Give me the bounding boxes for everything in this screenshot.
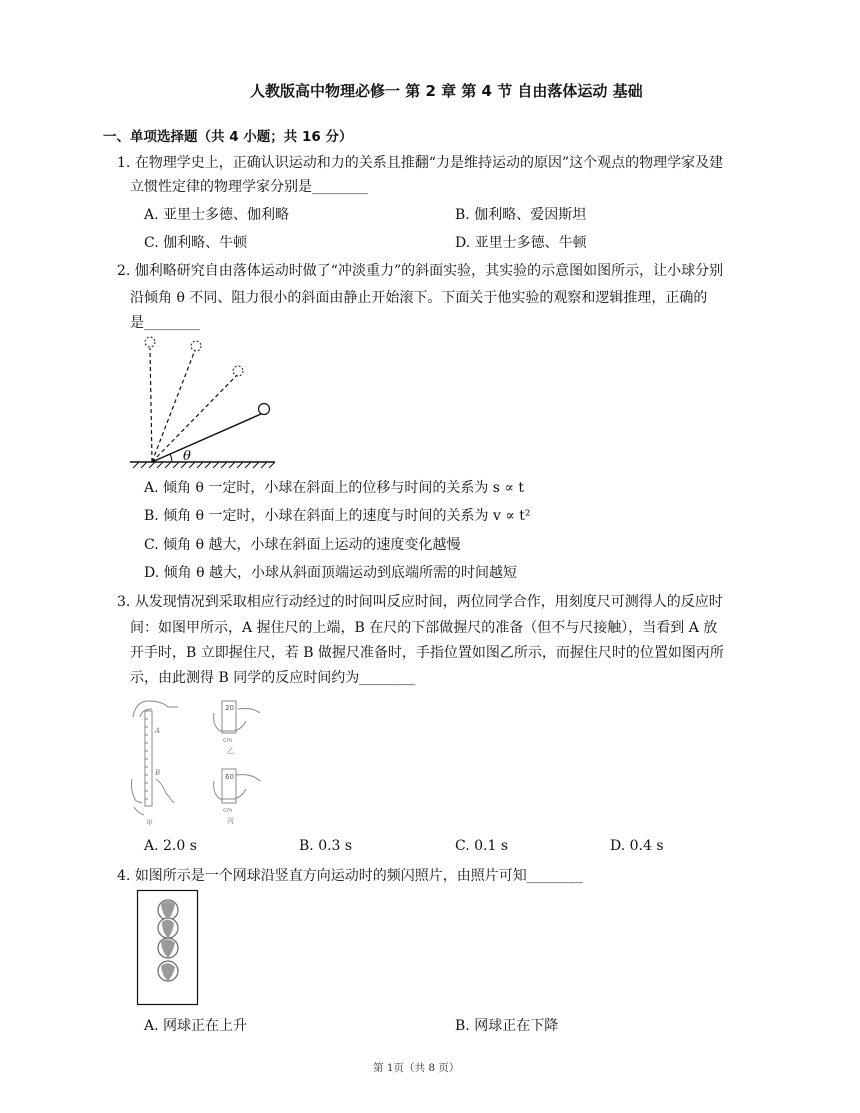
option-b[interactable]: B. 倾角 θ 一定时，小球在斜面上的速度与时间的关系为 v ∝ t² [144, 508, 531, 524]
question-text-line: 间：如图甲所示，A 握住尺的上端，B 在尺的下部做握尺的准备（但不与尺接触），当看到 A 放 [130, 620, 718, 636]
section-heading: 一、单项选择题（共 4 小题；共 16 分） [103, 129, 353, 145]
unit-cm-bing: cm [223, 807, 233, 814]
question-text-line: 从发现情况到采取相应行动经过的时间叫反应时间，两位同学合作，用刻度尺可测得人的反应时 [134, 594, 723, 610]
question-text-line: 是________ [130, 315, 200, 331]
tennis-ball-strobe-figure [137, 890, 199, 1006]
label-b: B [155, 769, 161, 777]
option-a[interactable]: A. 亚里士多德、伽利略 [144, 207, 290, 223]
question-3 [117, 590, 723, 614]
option-a[interactable]: A. 网球正在上升 [144, 1018, 248, 1034]
label-bing: 丙 [227, 817, 234, 825]
question-4 [117, 864, 583, 888]
option-b[interactable]: B. 伽利略、爱因斯坦 [455, 207, 587, 223]
option-c[interactable]: C. 倾角 θ 越大，小球在斜面上运动的速度变化越慢 [144, 537, 461, 553]
question-number: 3. [117, 594, 131, 610]
ruler-reaction-figure [128, 695, 268, 830]
question-2 [117, 259, 723, 283]
unit-cm-yi: cm [223, 737, 233, 744]
label-yi: 乙 [227, 747, 234, 755]
question-1 [117, 151, 723, 175]
option-a[interactable]: A. 倾角 θ 一定时，小球在斜面上的位移与时间的关系为 s ∝ t [144, 480, 524, 496]
option-a[interactable]: A. 2.0 s [144, 838, 197, 854]
question-text-line: 伽利略研究自由落体运动时做了“冲淡重力”的斜面实验，其实验的示意图如图所示，让小球分别 [134, 263, 724, 279]
question-number: 4. [117, 868, 131, 884]
question-text-line: 沿倾角 θ 不同、阻力很小的斜面由静止开始滚下。下面关于他实验的观察和逻辑推理，正确的 [130, 290, 708, 306]
option-d[interactable]: D. 0.4 s [610, 838, 664, 854]
question-text-line: 示，由此测得 B 同学的反应时间约为________ [130, 670, 416, 686]
incline-experiment-figure [125, 330, 285, 470]
page-footer: 第 1页（共 8 页） [373, 1062, 460, 1074]
page-title: 人教版高中物理必修一 第 2 章 第 4 节 自由落体运动 基础 [250, 82, 643, 100]
question-text-line: 如图所示是一个网球沿竖直方向运动时的频闪照片，由照片可知________ [134, 868, 583, 884]
question-text-line: 开手时，B 立即握住尺，若 B 做握尺准备时，手指位置如图乙所示，而握住尺时的位置如图丙所 [130, 645, 724, 661]
tick-20: 20 [225, 704, 234, 712]
option-b[interactable]: B. 0.3 s [299, 838, 353, 854]
label-a: A [155, 727, 161, 735]
tick-60: 60 [225, 773, 234, 781]
question-number: 1. [117, 155, 131, 171]
option-c[interactable]: C. 伽利略、牛顿 [144, 235, 248, 251]
question-text-line: 在物理学史上，正确认识运动和力的关系且推翻“力是维持运动的原因”这个观点的物理学家及建 [134, 155, 724, 171]
label-jia: 甲 [146, 819, 153, 827]
question-text-line: 立惯性定律的物理学家分别是________ [130, 179, 368, 195]
theta-label: θ [183, 449, 191, 464]
question-number: 2. [117, 263, 131, 279]
option-b[interactable]: B. 网球正在下降 [455, 1018, 559, 1034]
option-d[interactable]: D. 亚里士多德、牛顿 [455, 235, 587, 251]
option-d[interactable]: D. 倾角 θ 越大，小球从斜面顶端运动到底端所需的时间越短 [144, 565, 517, 581]
option-c[interactable]: C. 0.1 s [455, 838, 509, 854]
